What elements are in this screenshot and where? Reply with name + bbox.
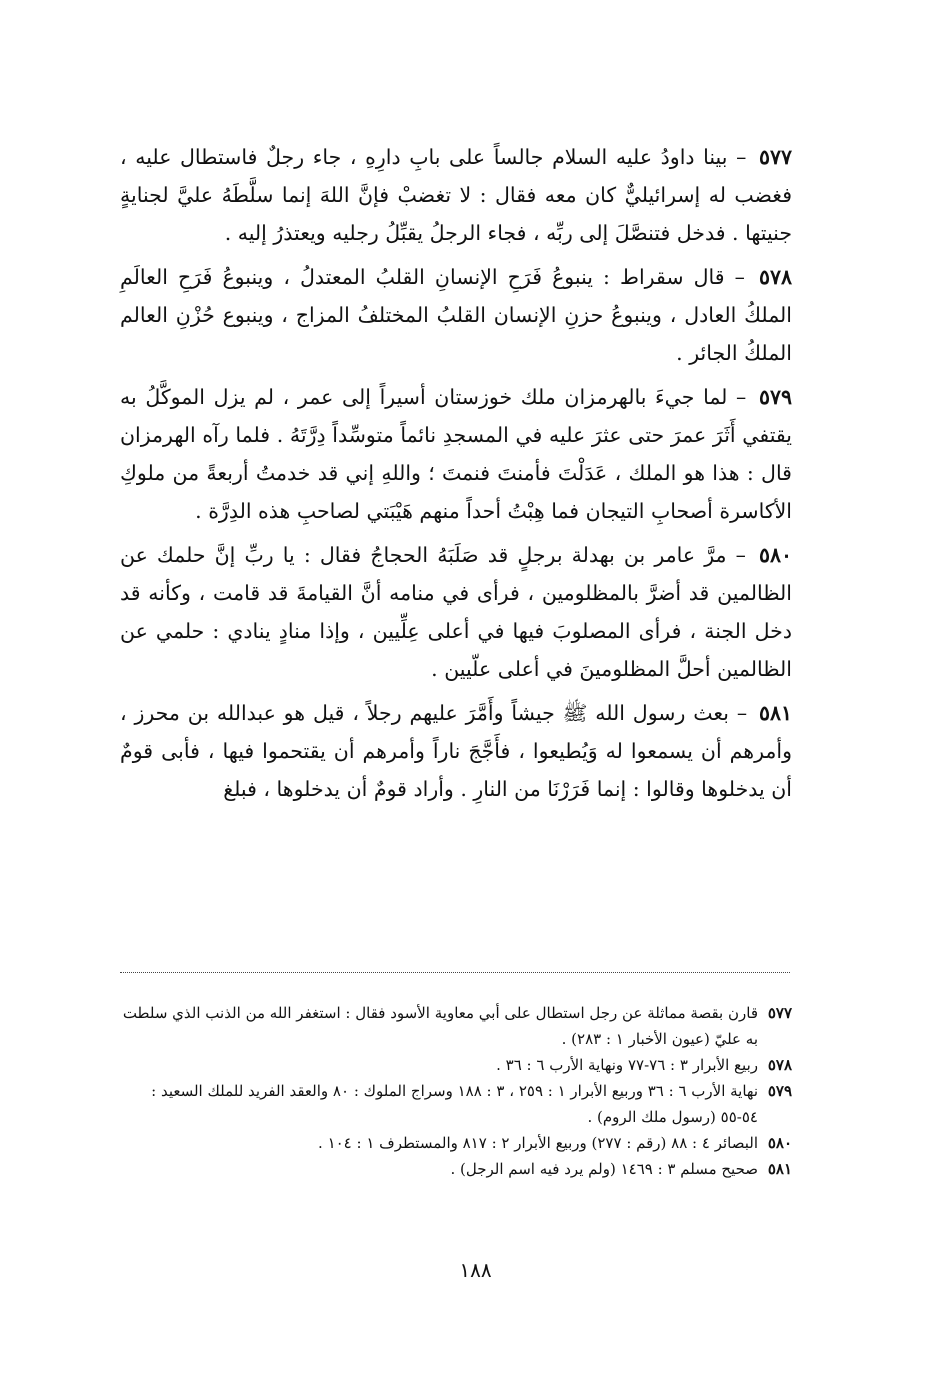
entry-number: ٥٧٨ [758,265,792,289]
footnote-578 [120,1052,792,1078]
entry-578 [120,258,792,372]
entry-number: ٥٧٩ [758,385,792,409]
footnote-number: ٥٨٠ [767,1134,792,1152]
footnote-number: ٥٧٩ [767,1082,792,1100]
footnote-581 [120,1156,792,1182]
entry-text: – بعث رسول الله ﷺ جيشاً وأَمَّرَ عليهم رجلاً ، قيل هو عبدالله بن محرز ، وأمرهم أن يسمعوا له وَيُطيعوا ، فأَجَّجَ ناراً وأمرهم أن يقتحموا فيها ، فأبى قومٌ أن يدخلوها وقالوا : إنما فَرَرْنَا من النارِ . وأراد قومٌ أن يدخلوها ، فبلغ [120,701,792,801]
page-number: ١٨٨ [459,1258,492,1282]
entries-list [120,138,792,808]
entry-text: – مرَّ عامر بن بهدلة برجلٍ قد صَلَبَهُ الحجاجُ فقال : يا ربِّ إنَّ حلمك عن الظالمين قد أضرَّ بالمظلومين ، فرأى في منامه أنَّ القيامةَ قد قامت ، وكأنه قد دخل الجنة ، فرأى المصلوبَ فيها في أعلى عِلِّيين ، وإذا منادٍ ينادي : حلمي عن الظالمين أحلَّ المظلومينَ في أعلى علّيين . [120,543,792,681]
entry-579 [120,378,792,530]
entry-number: ٥٧٧ [758,145,792,169]
footnote-number: ٥٧٧ [767,1004,792,1022]
entry-580 [120,536,792,688]
entry-text: – لما جيءَ بالهرمزان ملك خوزستان أسيراً إلى عمر ، لم يزل الموكَّلُ به يقتفي أَثَرَ عمرَ حتى عثرَ عليه في المسجدِ نائماً متوسِّداً دِرَّتَهُ . فلما رآه الهرمزان قال : هذا هو الملك ، عَدَلْتَ فأمنتَ فنمتَ ؛ واللهِ إني قد خدمتُ أربعةً من ملوكِ الأكاسرة أصحابِ التيجان فما هِبْتُ أحداً منهم هَيْبَتي لصاحبِ هذه الدِرَّة . [120,385,792,523]
footnote-text: صحيح مسلم ٣ : ١٤٦٩ (ولم يرد فيه اسم الرجل) . [450,1160,758,1178]
footnote-divider [120,972,790,973]
footnote-580 [120,1130,792,1156]
footnote-number: ٥٨١ [767,1160,792,1178]
entry-number: ٥٨١ [758,701,792,725]
footnote-text: البصائر ٤ : ٨٨ (رقم : ٢٧٧) وربيع الأبرار ٢ : ٨١٧ والمستطرف ١ : ١٠٤ . [318,1134,758,1152]
footnote-number: ٥٧٨ [767,1056,792,1074]
entry-number: ٥٨٠ [758,543,792,567]
entry-text: – قال سقراط : ينبوعُ فَرَحِ الإنسانِ القلبُ المعتدلُ ، وينبوعُ فَرَحِ العالَمِ الملكُ العادل ، وينبوعُ حزنِ الإنسان القلبُ المختلفُ المزاج ، وينبوع حُزْنِ العالم الملكُ الجائر . [120,265,792,365]
entry-577 [120,138,792,252]
footnote-579 [120,1078,792,1130]
main-text [120,138,792,814]
footnote-577 [120,1000,792,1052]
footnote-text: ربيع الأبرار ٣ : ٧٦-٧٧ ونهاية الأرب ٦ : ٣٦ . [496,1056,758,1074]
footnote-text: قارن بقصة مماثلة عن رجل استطال على أبي معاوية الأسود فقال : استغفر الله من الذنب الذي سلطت به عليّ (عيون الأخبار ١ : ٢٨٣) . [122,1004,758,1048]
entry-text: – بينا داودُ عليه السلام جالساً على بابِ دارِهِ ، جاء رجلٌ فاستطال عليه ، فغضب له إسرائيليٌّ كان معه فقال : لا تغضبْ فإنَّ اللهَ إنما سلَّطَهُ عليَّ لجنايةٍ جنيتها . فدخل فتنصَّلَ إلى ربِّه ، فجاء الرجلُ يقبِّلُ رجليه ويعتذرُ إليه . [120,145,792,245]
entry-581 [120,694,792,808]
footnotes [120,1000,792,1182]
footnote-text: نهاية الأرب ٦ : ٣٦ وربيع الأبرار ١ : ٢٥٩ ، ٣ : ١٨٨ وسراج الملوك : ٨٠ والعقد الفريد للملك السعيد : ٥٤-٥٥ (رسول ملك الروم) . [151,1082,758,1126]
